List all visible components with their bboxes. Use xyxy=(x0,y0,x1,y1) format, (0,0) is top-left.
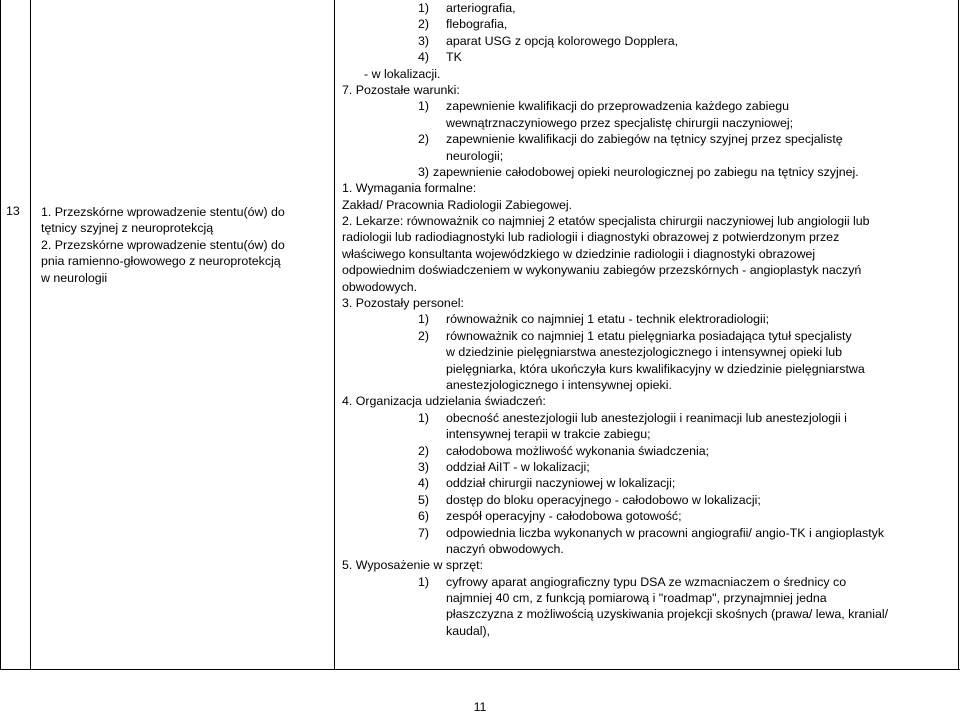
procedure-line: pnia ramienno-głowowego z neuroprotekcją xyxy=(41,254,281,269)
list-item-text: w dziedzinie pielęgniarstwa anestezjologicznego i intensywnej opieki lub xyxy=(446,345,843,360)
list-item-text: równoważnik co najmniej 1 etatu - technik elektroradiologii; xyxy=(446,312,770,327)
list-item-text: zapewnienie całodobowej opieki neurologicznej po zabiegu na tętnicy szyjnej. xyxy=(433,164,859,179)
list-item: flebografia, xyxy=(446,17,508,32)
list-item-text: dostęp do bloku operacyjnego - całodobowo w lokalizacji; xyxy=(446,492,761,507)
table-divider-1 xyxy=(30,0,31,670)
list-number: 1) xyxy=(418,1,430,15)
list-item: arteriografia, xyxy=(446,1,516,15)
list-number: 1) xyxy=(418,574,430,589)
list-item-text: pielęgniarka, która ukończyła kurs kwalifikacyjny w dziedzinie pielęgniarstwa xyxy=(446,361,865,376)
list-item: aparat USG z opcją kolorowego Dopplera, xyxy=(446,33,679,48)
list-item-text: równoważnik co najmniej 1 etatu pielęgniarka posiadająca tytuł specjalisty xyxy=(446,328,852,343)
section-text: 2. Lekarze: równoważnik co najmniej 2 etatów specjalista chirurgii naczyniowej lub angiologii lub xyxy=(342,214,870,229)
list-tail: - w lokalizacji. xyxy=(364,66,441,81)
list-number: 1) xyxy=(418,312,430,327)
list-item-text: naczyń obwodowych. xyxy=(446,541,564,556)
list-number: 1) xyxy=(418,410,430,425)
list-item-text: oddział chirurgii naczyniowej w lokalizacji; xyxy=(446,476,676,491)
procedure-line: w neurologii xyxy=(41,270,108,285)
section-text: radiologii lub radiodiagnostyki lub radiologii i diagnostyki obrazowej z potwierdzonym przez xyxy=(342,230,840,245)
list-item-text: intensywnej terapii w trakcie zabiegu; xyxy=(446,427,651,442)
section-heading: 1. Wymagania formalne: xyxy=(342,181,477,196)
section-heading: 3. Pozostały personel: xyxy=(342,296,464,311)
list-item-text: wewnątrznaczyniowego przez specjalistę chirurgii naczyniowej; xyxy=(446,115,794,130)
list-item-text: zapewnienie kwalifikacji do zabiegów na tętnicy szyjnej przez specjalistę xyxy=(446,132,843,147)
list-number: 5) xyxy=(418,492,430,507)
section-heading: 4. Organizacja udzielania świadczeń: xyxy=(342,394,546,409)
page-number: 11 xyxy=(473,700,487,714)
list-number: 2) xyxy=(418,328,430,343)
list-number: 6) xyxy=(418,509,430,524)
table-border-right xyxy=(958,0,959,670)
procedure-line: 2. Przezskórne wprowadzenie stentu(ów) do xyxy=(41,237,285,252)
list-item-text: neurologii; xyxy=(446,148,504,163)
list-item-text: całodobowa możliwość wykonania świadczenia; xyxy=(446,443,710,458)
section-text: odpowiednim doświadczeniem w wykonywaniu zabiegów przezskórnych - angioplastyk naczyń xyxy=(342,263,862,278)
list-number: 1) xyxy=(418,99,430,114)
procedure-cell xyxy=(41,204,331,286)
list-item-text: płaszczyzna z możliwością uzyskiwania projekcji skośnych (prawa/ lewa, kranial/ xyxy=(446,607,889,622)
list-number: 3) xyxy=(418,459,430,474)
section-text: właściwego konsultanta wojewódzkiego w dziedzinie radiologii i diagnostyki obrazowej xyxy=(342,246,816,261)
list-item: TK xyxy=(446,50,462,65)
list-item-text: zapewnienie kwalifikacji do przeprowadzenia każdego zabiegu xyxy=(446,99,790,114)
list-item-text: najmniej 40 cm, z funkcją pomiarową i "roadmap", przynajmniej jedna xyxy=(446,591,827,606)
table-border-left xyxy=(0,0,1,670)
row-number: 13 xyxy=(6,204,20,218)
list-number: 3) xyxy=(418,33,430,48)
requirements-cell xyxy=(342,0,952,639)
section-heading: 5. Wyposażenie w sprzęt: xyxy=(342,558,484,573)
list-item-text: odpowiednia liczba wykonanych w pracowni angiografii/ angio-TK i angioplastyk xyxy=(446,525,885,540)
procedure-line: tętnicy szyjnej z neuroprotekcją xyxy=(41,221,214,236)
list-item-text: oddział AiIT - w lokalizacji; xyxy=(446,459,590,474)
list-number: 4) xyxy=(418,476,430,491)
list-number: 2) xyxy=(418,17,430,32)
list-item-text: cyfrowy aparat angiograficzny typu DSA ze wzmacniaczem o średnicy co xyxy=(446,574,847,589)
list-item-text: anestezjologicznego i intensywnej opieki. xyxy=(446,377,672,392)
section-text: obwodowych. xyxy=(342,279,418,294)
table-divider-2 xyxy=(334,0,335,670)
procedure-line: 1. Przezskórne wprowadzenie stentu(ów) do xyxy=(41,205,285,219)
section-text: Zakład/ Pracownia Radiologii Zabiegowej. xyxy=(342,197,573,212)
list-number: 2) xyxy=(418,443,430,458)
list-item-text: obecność anestezjologii lub anestezjologii i reanimacji lub anestezjologii i xyxy=(446,410,847,425)
list-number: 4) xyxy=(418,50,430,65)
list-number: 2) xyxy=(418,132,430,147)
list-item-text: zespół operacyjny - całodobowa gotowość; xyxy=(446,509,682,524)
table-bottom-border xyxy=(0,669,960,670)
list-number: 7) xyxy=(418,525,430,540)
list-number: 3) xyxy=(418,164,430,179)
list-item-text: kaudal), xyxy=(446,623,491,638)
section-heading: 7. Pozostałe warunki: xyxy=(342,82,460,97)
